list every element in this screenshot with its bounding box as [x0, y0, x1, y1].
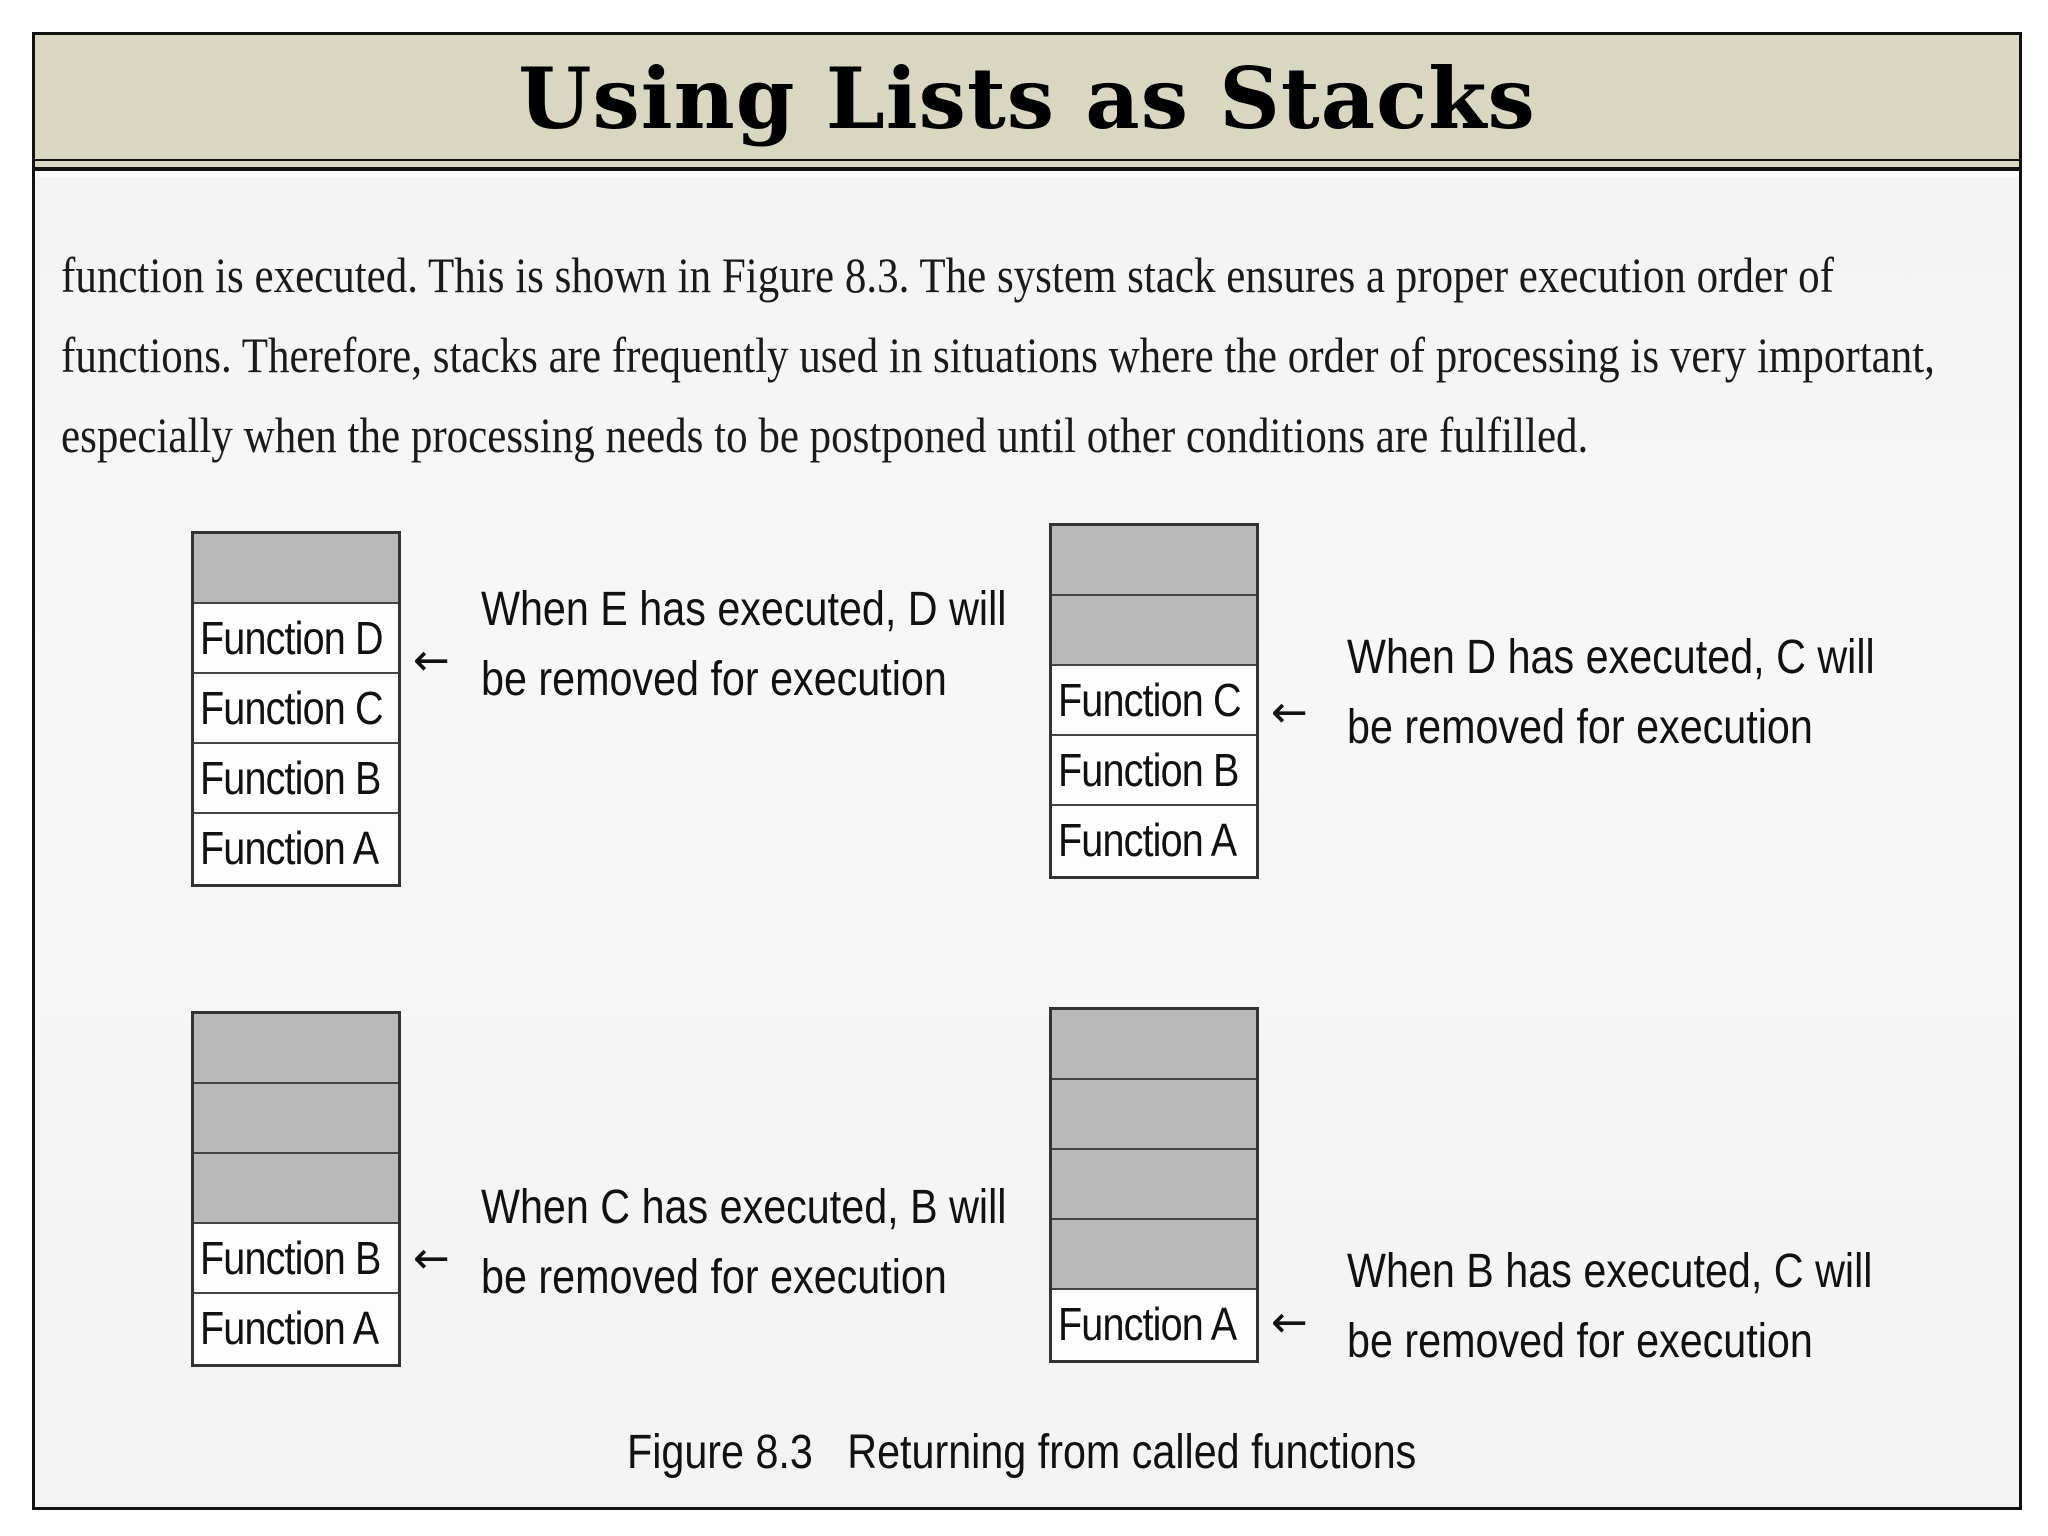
- stack-cell-function-a: Function A: [1052, 1290, 1256, 1360]
- stack-cell-function-d: Function D: [194, 604, 398, 674]
- stack-cell-function-c: Function C: [1052, 666, 1256, 736]
- panel-1-caption: When E has executed, D will be removed for execution: [481, 583, 1007, 706]
- scanned-page: [35, 177, 2019, 1510]
- stack-cell-function-a: Function A: [194, 814, 398, 884]
- stack-panel-3: [191, 1011, 401, 1367]
- stack-empty-cell: [194, 1014, 398, 1084]
- panel-3-caption: When C has executed, B will be removed for execution: [481, 1181, 1007, 1304]
- left-arrow-icon: ←: [1271, 1297, 1308, 1348]
- panel-2-caption: When D has executed, C will be removed for execution: [1347, 631, 1875, 754]
- stack-cell-function-a: Function A: [194, 1294, 398, 1364]
- figure-caption-text: Returning from called functions: [847, 1426, 1417, 1479]
- figure-caption: [627, 1425, 1416, 1480]
- paragraph-line-3: especially when the processing needs to be postponed until other conditions are fulfilled.: [61, 407, 1589, 463]
- title-bar: [35, 35, 2019, 171]
- stack-empty-cell: [1052, 1080, 1256, 1150]
- stack-empty-cell: [194, 534, 398, 604]
- stack-empty-cell: [1052, 596, 1256, 666]
- slide-title: Using Lists as Stacks: [518, 48, 1536, 148]
- stack-panel-2: [1049, 523, 1259, 879]
- stack-cell-function-c: Function C: [194, 674, 398, 744]
- paragraph-line-2: functions. Therefore, stacks are frequently used in situations where the order of processing is very important,: [61, 327, 1935, 383]
- stack-empty-cell: [194, 1084, 398, 1154]
- stack-empty-cell: [1052, 1220, 1256, 1290]
- stack-panel-4: [1049, 1007, 1259, 1363]
- stack-cell-function-b: Function B: [194, 1224, 398, 1294]
- stack-empty-cell: [1052, 1150, 1256, 1220]
- stack-cell-function-a: Function A: [1052, 806, 1256, 876]
- left-arrow-icon: ←: [413, 635, 450, 686]
- stack-empty-cell: [1052, 526, 1256, 596]
- stack-panel-1: [191, 531, 401, 887]
- left-arrow-icon: ←: [1271, 687, 1308, 738]
- slide-frame: [32, 32, 2022, 1510]
- body-paragraph: [61, 235, 1991, 475]
- panel-4-caption: When B has executed, C will be removed for execution: [1347, 1245, 1873, 1368]
- stack-empty-cell: [1052, 1010, 1256, 1080]
- stack-cell-function-b: Function B: [194, 744, 398, 814]
- stack-empty-cell: [194, 1154, 398, 1224]
- figure-caption-number: Figure 8.3: [627, 1426, 813, 1479]
- paragraph-line-1: function is executed. This is shown in Figure 8.3. The system stack ensures a proper execution order of: [61, 247, 1834, 303]
- left-arrow-icon: ←: [413, 1233, 450, 1284]
- stack-cell-function-b: Function B: [1052, 736, 1256, 806]
